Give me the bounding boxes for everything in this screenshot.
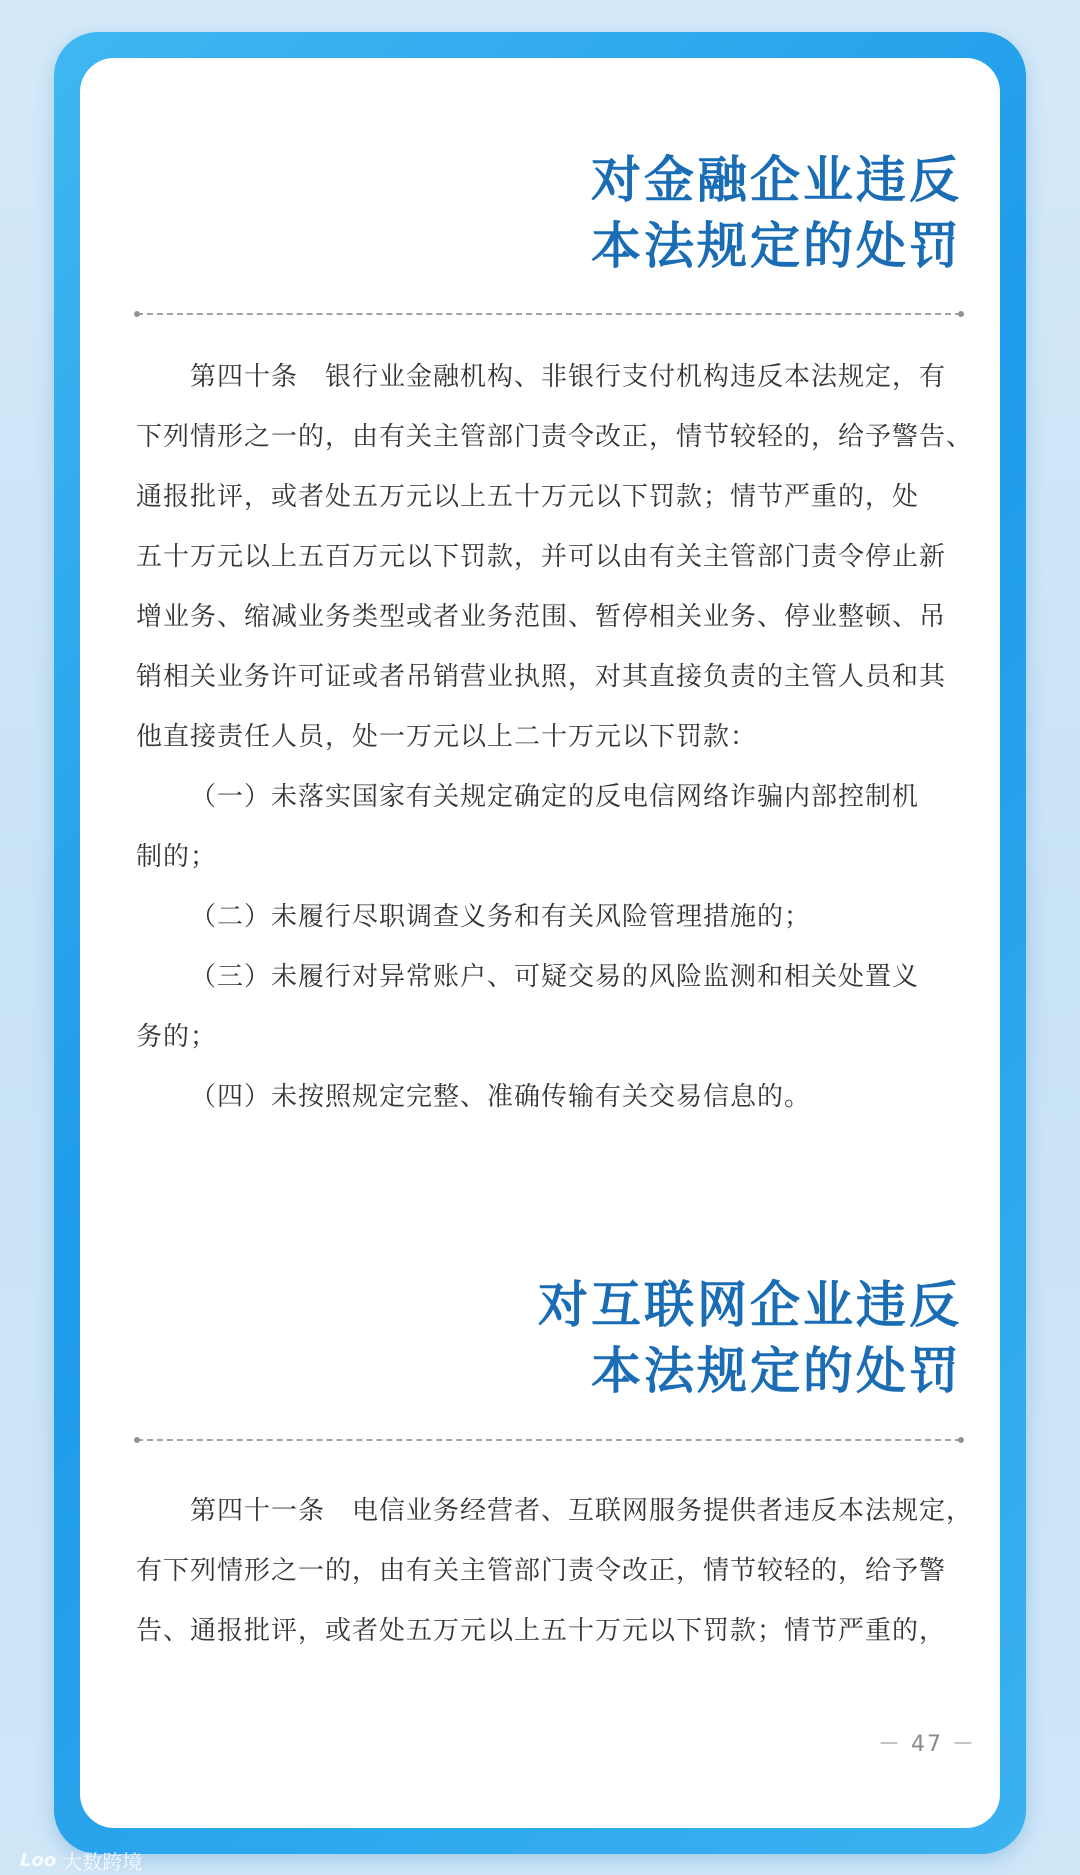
s1-line-5: 销相关业务许可证或者吊销营业执照，对其直接负责的主管人员和其: [136, 662, 947, 692]
s1-line-6: 他直接责任人员，处一万元以上二十万元以下罚款：: [136, 722, 758, 752]
s2-line-1: 有下列情形之一的，由有关主管部门责令改正，情节较轻的，给予警: [136, 1556, 947, 1586]
watermark-logo: Loo: [20, 1850, 57, 1871]
section1-title: [591, 147, 962, 279]
section2-title-line1: 对互联网企业违反: [538, 1276, 962, 1334]
s1-line-2: 通报批评，或者处五万元以上五十万元以下罚款；情节严重的，处: [136, 482, 920, 512]
section2-title: [538, 1272, 962, 1404]
s1-line-11: 务的；: [136, 1022, 218, 1052]
s1-line-7: （一）未落实国家有关规定确定的反电信网络诈骗内部控制机: [190, 782, 920, 812]
page-number: － 47 －: [878, 1732, 976, 1757]
s1-line-4: 增业务、缩减业务类型或者业务范围、暂停相关业务、停业整顿、吊: [136, 602, 947, 632]
s1-line-3: 五十万元以上五百万元以下罚款，并可以由有关主管部门责令停止新: [136, 542, 947, 572]
s1-line-8: 制的；: [136, 842, 218, 872]
s2-line-2: 告、通报批评，或者处五万元以上五十万元以下罚款；情节严重的，: [136, 1616, 947, 1646]
s1-line-10: （三）未履行对异常账户、可疑交易的风险监测和相关处置义: [190, 962, 920, 992]
section1-title-line2: 本法规定的处罚: [591, 217, 962, 275]
s1-line-0: 第四十条 银行业金融机构、非银行支付机构违反本法规定，有: [190, 362, 947, 392]
section2-divider: [137, 1439, 961, 1441]
section1-title-line1: 对金融企业违反: [591, 151, 962, 209]
s1-line-1: 下列情形之一的，由有关主管部门责令改正，情节较轻的，给予警告、: [136, 422, 974, 452]
s1-line-9: （二）未履行尽职调查义务和有关风险管理措施的；: [190, 902, 812, 932]
section1-divider: [137, 313, 961, 315]
watermark-text: 大数跨境: [62, 1850, 143, 1874]
s1-line-12: （四）未按照规定完整、准确传输有关交易信息的。: [190, 1082, 812, 1112]
watermark: [20, 1846, 142, 1875]
section2-title-line2: 本法规定的处罚: [591, 1342, 962, 1400]
s2-line-0: 第四十一条 电信业务经营者、互联网服务提供者违反本法规定，: [190, 1496, 974, 1526]
